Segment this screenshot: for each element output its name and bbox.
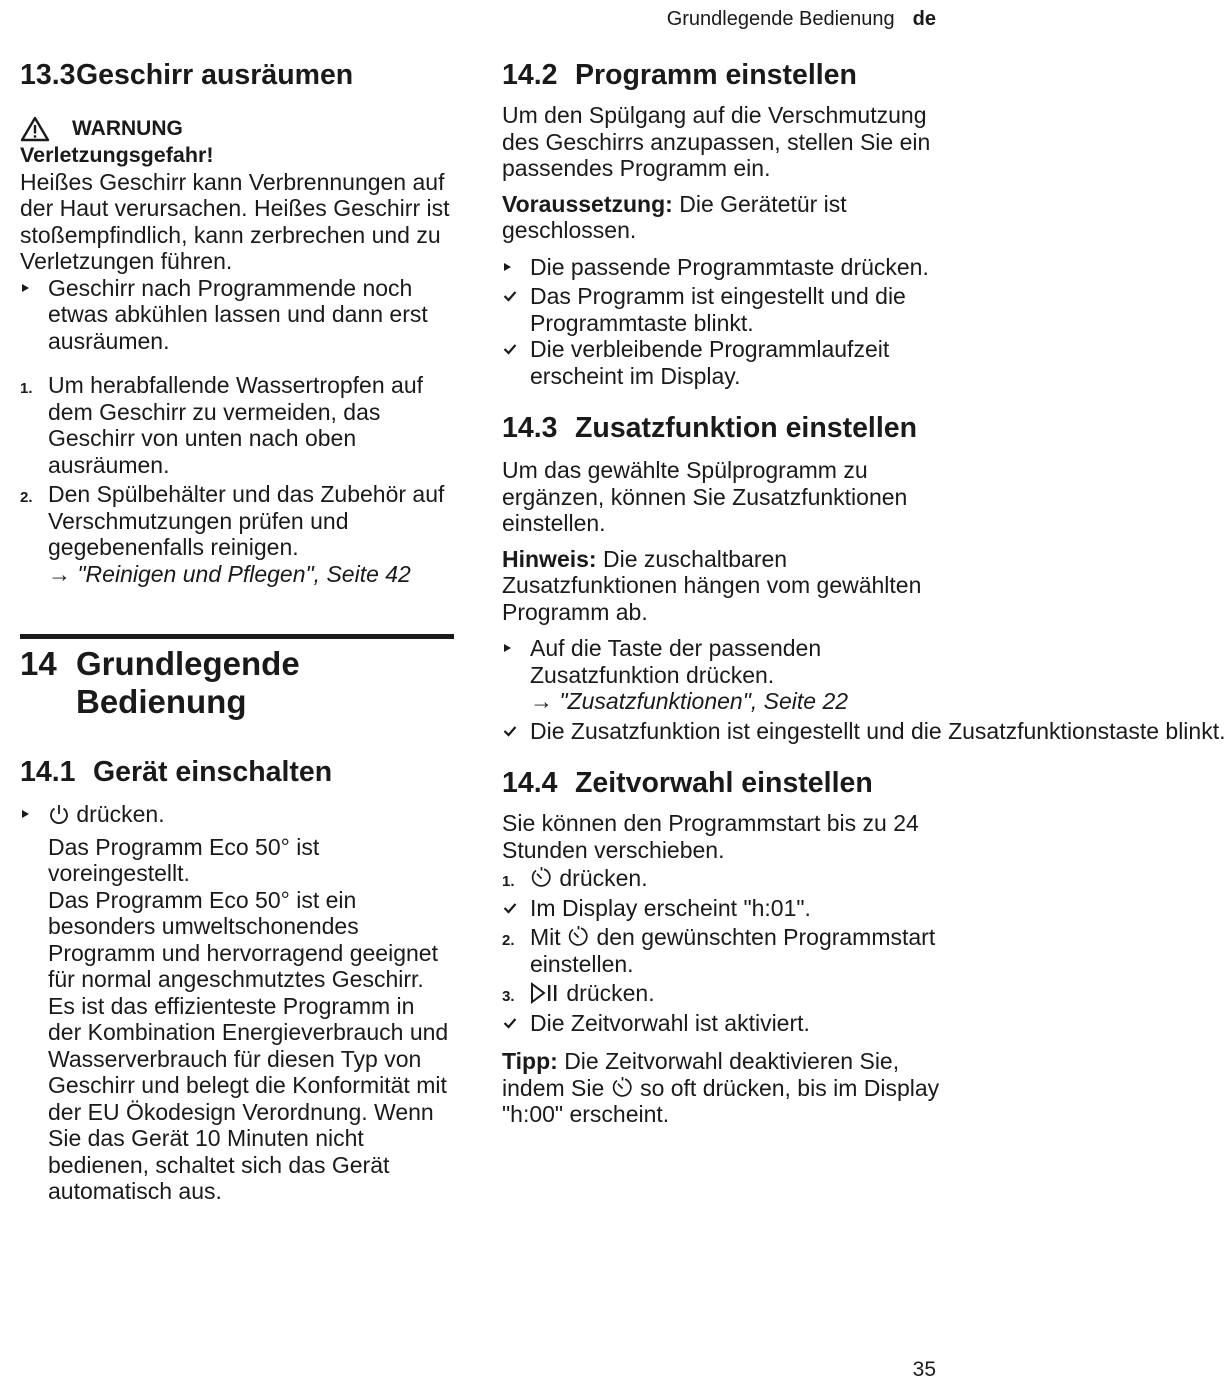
power-result: Das Programm Eco 50° ist voreingestellt. (48, 833, 320, 886)
heading-14-4: 14.4 Zeitvorwahl einstellen (502, 767, 873, 799)
warning-action: Geschirr nach Programmende noch etwas abkühlen lassen und dann erst ausräumen. (20, 275, 454, 355)
action-arrow-icon (504, 263, 511, 271)
timer-intro: Sie können den Programmstart bis zu 24 Stunden verschieben. (502, 810, 919, 863)
timer-icon (611, 1076, 634, 1099)
timer-step-1: 1. drücken. (502, 865, 648, 891)
heading-14-1: 14.1 Gerät einschalten (20, 756, 333, 788)
step-1: 1. Um herabfallende Wassertropfen auf dem Geschirr zu vermeiden, das Geschirr von unten nach oben ausräumen. (20, 372, 424, 478)
warning-label: WARNUNG (72, 117, 183, 140)
timer-icon (530, 866, 553, 889)
power-action: drücken. (20, 801, 454, 828)
running-header (667, 8, 936, 31)
program-intro: Um den Spülgang auf die Verschmutzung des Geschirrs anzupassen, stellen Sie ein passendes Programm ein. (502, 102, 931, 181)
warning-block (20, 116, 454, 142)
cross-reference-link[interactable]: → "Reinigen und Pflegen", Seite 42 (48, 560, 411, 587)
warning-text: Heißes Geschirr kann Verbrennungen auf der Haut verursachen. Heißes Geschirr ist stoßempfindlich, kann zerbrechen und zu Verletzungen führen. (20, 168, 450, 274)
timer-step-3: 3. drücken. (502, 980, 655, 1006)
timer-result-1: Im Display erscheint "h:01". (502, 895, 942, 922)
step-2: 2. Den Spülbehälter und das Zubehör auf Verschmutzungen prüfen und gegebenenfalls reinigen. → "Reinigen und Pflegen", Seite 42 (20, 481, 445, 587)
heading-13-3: 13.3Geschirr ausräumen (20, 59, 354, 91)
check-icon (503, 1017, 517, 1029)
check-icon (503, 725, 517, 737)
start-pause-icon (530, 982, 560, 1004)
cross-reference-link[interactable]: → "Zusatzfunktionen", Seite 22 (530, 688, 849, 714)
addon-result: Die Zusatzfunktion ist eingestellt und die Zusatzfunktionstaste blinkt. (502, 718, 942, 745)
page-number: 35 (912, 1358, 936, 1381)
action-arrow-icon (22, 284, 29, 292)
reference-arrow-icon: → (530, 688, 560, 714)
reference-arrow-icon: → (48, 560, 78, 587)
program-result-1: Das Programm ist eingestellt und die Programmtaste blinkt. (502, 283, 942, 336)
timer-tip: Tipp: Die Zeitvorwahl deaktivieren Sie, indem Sie so oft drücken, bis im Display "h:00" erscheint. (502, 1048, 940, 1127)
danger-title: Verletzungsgefahr! (20, 143, 214, 167)
check-icon (503, 902, 517, 914)
header-language: de (912, 8, 936, 30)
warning-triangle-icon (20, 116, 50, 142)
timer-icon (567, 925, 590, 948)
timer-result-3: Die Zeitvorwahl ist aktiviert. (502, 1010, 942, 1037)
left-column (20, 58, 454, 1205)
program-result-2: Die verbleibende Programmlaufzeit erscheint im Display. (502, 336, 942, 389)
check-icon (503, 290, 517, 302)
eco-description: Das Programm Eco 50° ist ein besonders umweltschonendes Programm und hervorragend geeignet für normal angeschmutztes Geschirr. Es ist das effizienteste Programm in der Kombination Energieverbrauch und Wasserverbrauch für diesen Typ von Geschirr und belegt die Konformität mit der EU Ökodesign Verordnung. Wenn Sie das Gerät 10 Minuten nicht bedienen, schaltet sich das Gerät automatisch aus. (48, 886, 449, 1204)
power-icon (48, 803, 70, 825)
addon-note: Hinweis: Die zuschaltbaren Zusatzfunktionen hängen vom gewählten Programm ab. (502, 545, 922, 625)
action-arrow-icon (22, 810, 29, 818)
action-arrow-icon (504, 644, 511, 652)
check-icon (503, 343, 517, 355)
program-action: Die passende Programmtaste drücken. (502, 254, 942, 281)
header-section: Grundlegende Bedienung (666, 8, 895, 30)
timer-step-2: 2. Mit den gewünschten Programmstart einstellen. (502, 924, 936, 977)
program-prerequisite: Voraussetzung: Die Gerätetür ist geschlossen. (502, 190, 847, 243)
heading-14-2: 14.2 Programm einstellen (502, 59, 857, 91)
heading-14-3: 14.3 Zusatzfunktion einstellen (502, 412, 918, 444)
right-column (502, 58, 1225, 1128)
addon-intro: Um das gewählte Spülprogramm zu ergänzen, können Sie Zusatzfunktionen einstellen. (502, 457, 908, 536)
heading-14: 14 Grundlegende Bedienung (20, 645, 300, 720)
addon-action: Auf die Taste der passenden Zusatzfunktion drücken. → "Zusatzfunktionen", Seite 22 (502, 635, 942, 715)
